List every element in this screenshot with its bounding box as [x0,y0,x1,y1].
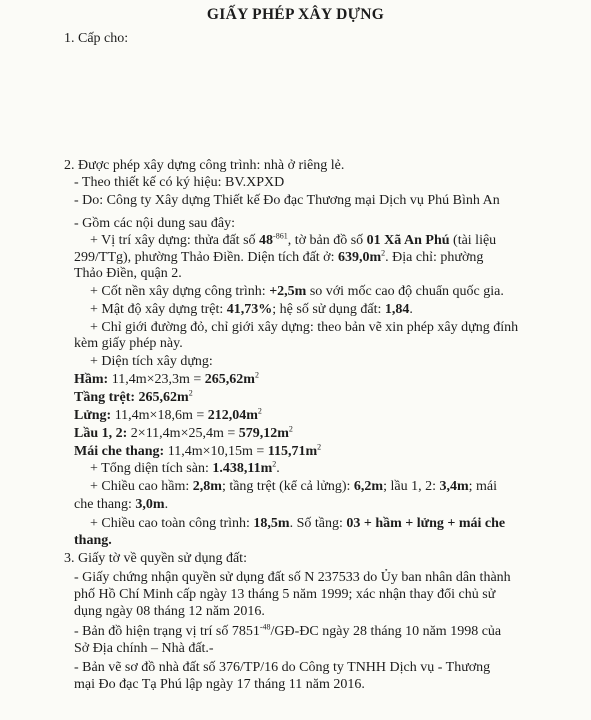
mezzanine-area-line [74,408,262,424]
section-1-label: 1. Cấp cho: [64,31,129,46]
floors-value: 579,12m [238,426,289,441]
basement-area-line [74,372,259,388]
certificate-line-2: phố Hồ Chí Minh cấp ngày 13 tháng 5 năm 1999; xác nhận thay đổi chủ sử [74,587,496,602]
stair-height: 3,0m [135,497,165,512]
floors-label: Lầu 1, 2: [74,426,128,441]
heights-line-2-suffix: . [164,497,169,512]
total-height-line-1 [90,516,505,532]
mezzanine-label: Lửng: [74,408,112,423]
location-mid: , tờ bản đồ số [287,233,367,248]
location-prefix: + Vị trí xây dựng: thửa đất số [90,233,260,248]
document-title: GIẤY PHÉP XÂY DỰNG [206,6,385,23]
location-line-3: Thảo Điền, quận 2. [74,266,182,281]
land-area-sup: 2 [381,248,386,258]
basement-calc: 11,4m×23,3m = [108,372,205,387]
heights-line-2 [74,497,168,513]
certificate-line-3: dụng ngày 08 tháng 12 năm 2016. [74,604,265,619]
mezzanine-value: 212,04m [207,408,258,423]
heights-line-2-prefix: che thang: [74,497,136,512]
location-line-2-suffix: . Địa chỉ: phường [385,250,484,265]
survey-map-line-2: Sở Địa chính – Nhà đất.- [74,641,214,656]
lot-number-sup: -861 [273,231,288,241]
designer-line: - Do: Công ty Xây dựng Thiết kế Đo đạc Thương mại Dịch vụ Phú Bình An [74,193,500,208]
mezzanine-calc: 11,4m×18,6m = [111,408,208,423]
land-area: 639,0m [337,250,382,265]
mezzanine-sup: 2 [257,406,262,416]
total-height-line-2 [74,533,112,549]
location-line-2 [74,250,483,266]
total-height-mid: . Số tầng: [289,516,347,531]
basement-sup: 2 [254,370,259,380]
heights-prefix: + Chiều cao hầm: [90,479,193,494]
section-2-intro: 2. Được phép xây dựng công trình: nhà ở riêng lẻ. [64,158,345,173]
total-height-line-2-text: thang. [74,533,112,548]
total-height-value: 18,5m [253,516,290,531]
floors-calc: 2×11,4m×25,4m = [127,426,239,441]
land-use-ratio: 1,84 [384,302,410,317]
total-floor-area-sup: 2 [272,459,277,469]
foundation-suffix: so với mốc cao độ chuẩn quốc gia. [306,284,504,299]
ground-floor-value: 265,62m [135,390,189,405]
section-3-intro: 3. Giấy tờ về quyền sử dụng đất: [64,551,247,566]
ground-floor-label: Tầng trệt: [74,390,136,405]
density-prefix: + Mật độ xây dựng trệt: [90,302,227,317]
foundation-prefix: + Cốt nền xây dựng công trình: [90,284,270,299]
total-height-prefix: + Chiều cao toàn công trình: [90,516,254,531]
location-line-2-prefix: 299/TTg), phường Thảo Điền. Diện tích đất ở: [74,250,338,265]
location-line-1 [90,233,496,249]
density-line [90,302,413,318]
site-plan-line-2: mại Đo đạc Tạ Phú lập ngày 17 tháng 11 năm 2016. [74,677,365,692]
heights-suffix: ; mái [468,479,498,494]
site-plan-line-1: - Bản vẽ sơ đồ nhà đất số 376/TP/16 do Công ty TNHH Dịch vụ - Thương [74,660,491,675]
ground-height: 6,2m [353,479,384,494]
foundation-line [90,284,504,300]
stair-roof-area-line [74,444,321,460]
basement-label: Hầm: [74,372,109,387]
ground-floor-area-line [74,390,193,406]
density-mid: ; hệ số sử dụng đất: [272,302,385,317]
heights-mid-1: ; tầng trệt (kể cả lửng): [221,479,354,494]
contents-intro-line: - Gồm các nội dung sau đây: [74,216,235,231]
survey-map-sup: -48 [259,622,271,632]
design-code-line: - Theo thiết kế có ký hiệu: BV.XPXD [74,175,285,190]
stair-roof-calc: 11,4m×10,15m = [164,444,268,459]
location-suffix: (tài liệu [449,233,497,248]
heights-mid-2: ; lầu 1, 2: [383,479,440,494]
total-floor-area-value: 1.438,11m [212,461,273,476]
stair-roof-label: Mái che thang: [74,444,165,459]
density-suffix: . [409,302,413,317]
map-sheet: 01 Xã An Phú [366,233,450,248]
boundary-line-1: + Chỉ giới đường đỏ, chỉ giới xây dựng: theo bản vẽ xin phép xây dựng đính [90,320,519,335]
survey-map-line-1 [74,624,501,640]
area-intro-line: + Diện tích xây dựng: [90,354,213,369]
certificate-line-1: - Giấy chứng nhận quyền sử dụng đất số N 237533 do Ủy ban nhân dân thành [74,570,511,585]
floors-area-line [74,426,293,442]
boundary-line-2: kèm giấy phép này. [74,336,183,351]
heights-line-1 [90,479,497,495]
basement-value: 265,62m [204,372,255,387]
lot-number: 48 [259,233,274,248]
floor-count: 03 + hầm + lửng + mái che [346,516,506,531]
basement-height: 2,8m [192,479,222,494]
stair-roof-sup: 2 [317,442,322,452]
floors-sup: 2 [288,424,293,434]
total-floor-area-suffix: . [276,461,280,476]
total-floor-area-prefix: + Tổng diện tích sàn: [90,461,213,476]
floors-height: 3,4m [439,479,469,494]
survey-map-prefix: - Bản đồ hiện trạng vị trí số 7851 [74,624,260,639]
density-value: 41,73% [226,302,273,317]
ground-floor-sup: 2 [188,388,193,398]
total-floor-area-line [90,461,280,477]
survey-map-suffix: /GĐ-ĐC ngày 28 tháng 10 năm 1998 của [270,624,502,639]
foundation-value: +2,5m [269,284,307,299]
stair-roof-value: 115,71m [267,444,318,459]
